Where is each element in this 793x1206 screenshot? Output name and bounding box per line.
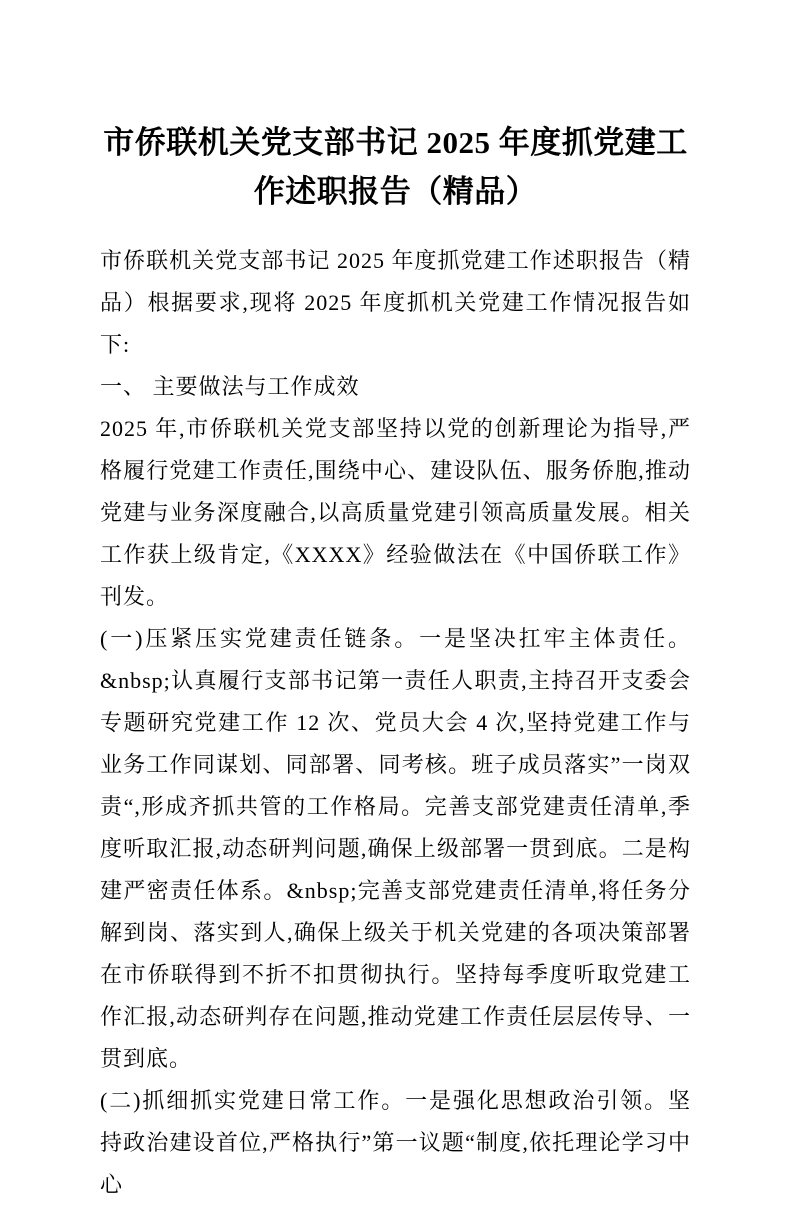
paragraph-item-one: (一)压紧压实党建责任链条。一是坚决扛牢主体责任。&nbsp;认真履行支部书记第一责任人职责,主持召开支委会专题研究党建工作 12 次、党员大会 4 次,坚持党建工作与业务工作同谋划、同部署、同考核。班子成员落实”一岗双责“,形成齐抓共管的工作格局。完善支部党建责任清单,季度听取汇报,动态研判问题,确保上级部署一贯到底。二是构建严密责任体系。&nbsp;完善支部党建责任清单,将任务分解到岗、落实到人,确保上级关于机关党建的各项决策部署在市侨联得到不折不扣贯彻执行。坚持每季度听取党建工作汇报,动态研判存在问题,推动党建工作责任层层传导、一贯到底。: [100, 626, 691, 1071]
paragraph-overview: 2025 年,市侨联机关党支部坚持以党的创新理论为指导,严格履行党建工作责任,围绕中心、建设队伍、服务侨胞,推动党建与业务深度融合,以高质量党建引领高质量发展。相关工作获上级肯定,《XXXX》经验做法在《中国侨联工作》刊发。: [100, 416, 691, 609]
document-title: 市侨联机关党支部书记 2025 年度抓党建工作述职报告（精品）: [103, 125, 688, 209]
document-body: [100, 240, 691, 1206]
paragraph-section-heading: 一、 主要做法与工作成效: [100, 374, 360, 399]
paragraph-item-two: (二)抓细抓实党建日常工作。一是强化思想政治引领。坚持政治建设首位,严格执行”第一议题“制度,依托理论学习中心: [100, 1088, 691, 1197]
paragraph-intro: 市侨联机关党支部书记 2025 年度抓党建工作述职报告（精品）根据要求,现将 2025 年度抓机关党建工作情况报告如下:: [100, 248, 691, 357]
